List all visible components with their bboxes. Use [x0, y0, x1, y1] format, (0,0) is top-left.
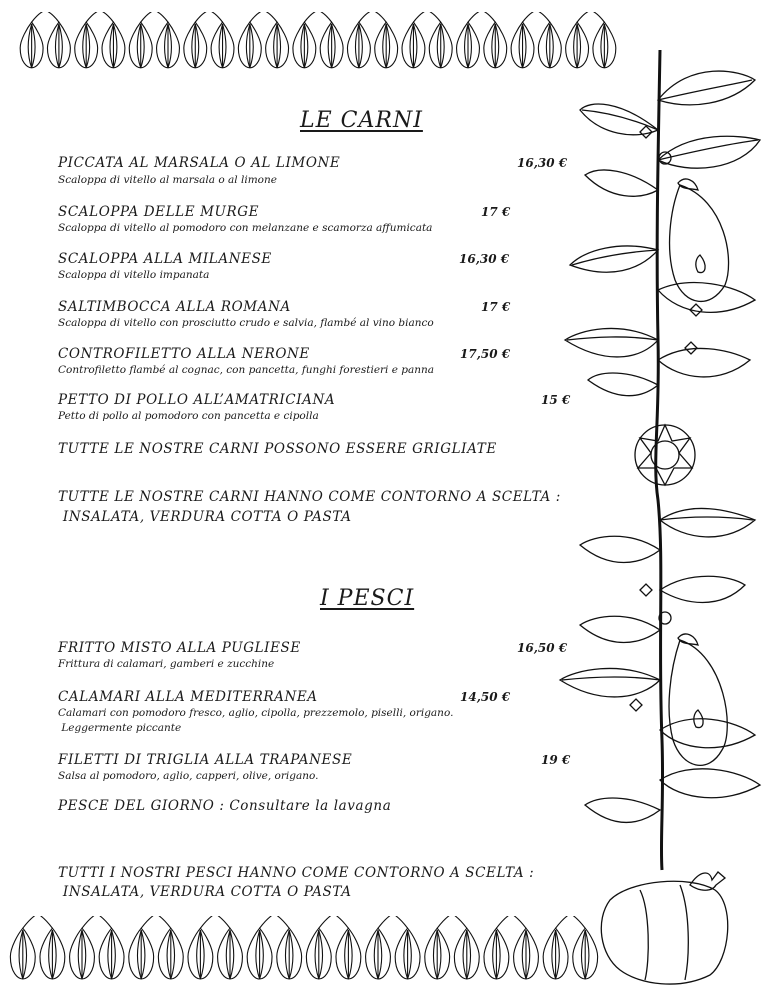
section-title-pesci: I PESCI — [320, 586, 415, 611]
onion-icon — [457, 12, 480, 68]
onion-icon — [402, 12, 425, 68]
onion-icon — [156, 12, 179, 68]
flower-icon — [635, 425, 695, 485]
dish-name: PICCATA AL MARSALA O AL LIMONE — [58, 155, 341, 171]
dish-description: Frittura di calamari, gamberi e zucchine — [58, 658, 275, 670]
onion-icon — [129, 12, 152, 68]
onion-icon — [218, 916, 243, 979]
onion-garland-icon — [8, 916, 600, 986]
fish-of-the-day-label: PESCE DEL GIORNO : — [58, 798, 230, 814]
onion-icon — [293, 12, 316, 68]
dish-name: CALAMARI ALLA MEDITERRANEA — [58, 689, 318, 705]
onion-icon — [247, 916, 272, 979]
onion-icon — [277, 916, 302, 979]
onion-icon — [484, 916, 509, 979]
onion-icon — [366, 916, 391, 979]
leaf-icon — [658, 71, 755, 105]
dish-description: Salsa al pomodoro, aglio, capperi, olive, origano. — [58, 770, 319, 782]
onion-icon — [454, 916, 479, 979]
dish-description: Scaloppa di vitello con prosciutto crudo e salvia, flambé al vino bianco — [58, 317, 434, 329]
onion-icon — [47, 12, 70, 68]
onion-icon — [188, 916, 213, 979]
dish-name: CONTROFILETTO ALLA NERONE — [58, 346, 310, 362]
onion-icon — [320, 12, 343, 68]
dish-name: FILETTI DI TRIGLIA ALLA TRAPANESE — [58, 752, 353, 768]
onion-icon — [70, 916, 95, 979]
dish-name: SALTIMBOCCA ALLA ROMANA — [58, 299, 291, 315]
onion-icon — [238, 12, 261, 68]
onion-icon — [514, 916, 539, 979]
dish-price: 14,50 € — [460, 690, 511, 704]
dish-description: Calamari con pomodoro fresco, aglio, cipolla, prezzemolo, piselli, origano. — [58, 707, 454, 719]
onion-icon — [20, 12, 43, 68]
dish-price: 15 € — [541, 393, 571, 407]
onion-icon — [374, 12, 397, 68]
fish-of-the-day-note — [58, 798, 391, 814]
onion-icon — [40, 916, 65, 979]
onion-icon — [429, 12, 452, 68]
dish-name: FRITTO MISTO ALLA PUGLIESE — [58, 640, 301, 656]
onion-icon — [395, 916, 420, 979]
onion-icon — [347, 12, 370, 68]
onion-icon — [265, 12, 288, 68]
dish-description: Scaloppa di vitello al marsala o al limone — [58, 174, 277, 186]
dish-name: SCALOPPA ALLA MILANESE — [58, 251, 272, 267]
side-dish-note: INSALATA, VERDURA COTTA O PASTA — [58, 884, 352, 900]
dish-name: PETTO DI POLLO ALL’AMATRICIANA — [58, 392, 336, 408]
eggplant-plant-icon — [540, 40, 768, 990]
onion-icon — [425, 916, 450, 979]
dish-price: 16,50 € — [517, 641, 568, 655]
side-dish-note: INSALATA, VERDURA COTTA O PASTA — [58, 509, 352, 525]
onion-icon — [10, 916, 35, 979]
fish-of-the-day-value: Consultare la lavagna — [229, 798, 392, 814]
onion-icon — [336, 916, 361, 979]
section-title-carni: LE CARNI — [300, 108, 423, 133]
dish-description: Petto di pollo al pomodoro con pancetta e cipolla — [58, 410, 319, 422]
side-dish-note: TUTTE LE NOSTRE CARNI HANNO COME CONTORNO A SCELTA : — [58, 489, 561, 505]
onion-icon — [211, 12, 234, 68]
dish-description: Controfiletto flambé al cognac, con pancetta, funghi forestieri e panna — [58, 364, 435, 376]
dish-price: 19 € — [541, 753, 571, 767]
onion-icon — [99, 916, 124, 979]
side-dish-note: TUTTI I NOSTRI PESCI HANNO COME CONTORNO A SCELTA : — [58, 865, 535, 881]
onion-icon — [101, 12, 124, 68]
onion-garland-icon — [18, 12, 618, 74]
dish-price: 17,50 € — [460, 347, 511, 361]
dish-name: SCALOPPA DELLE MURGE — [58, 204, 260, 220]
onion-icon — [158, 916, 183, 979]
onion-icon — [483, 12, 506, 68]
dish-price: 17 € — [481, 205, 511, 219]
onion-icon — [129, 916, 154, 979]
dish-price: 16,30 € — [517, 156, 568, 170]
onion-icon — [306, 916, 331, 979]
onion-icon — [75, 12, 98, 68]
onion-icon — [184, 12, 207, 68]
bell-pepper-icon — [601, 872, 727, 984]
onion-icon — [511, 12, 534, 68]
dish-price: 16,30 € — [459, 252, 510, 266]
dish-description: Scaloppa di vitello impanata — [58, 269, 210, 281]
dish-description: Leggermente piccante — [58, 722, 182, 734]
grill-note: TUTTE LE NOSTRE CARNI POSSONO ESSERE GRIGLIATE — [58, 441, 497, 457]
dish-description: Scaloppa di vitello al pomodoro con melanzane e scamorza affumicata — [58, 222, 433, 234]
dish-price: 17 € — [481, 300, 511, 314]
